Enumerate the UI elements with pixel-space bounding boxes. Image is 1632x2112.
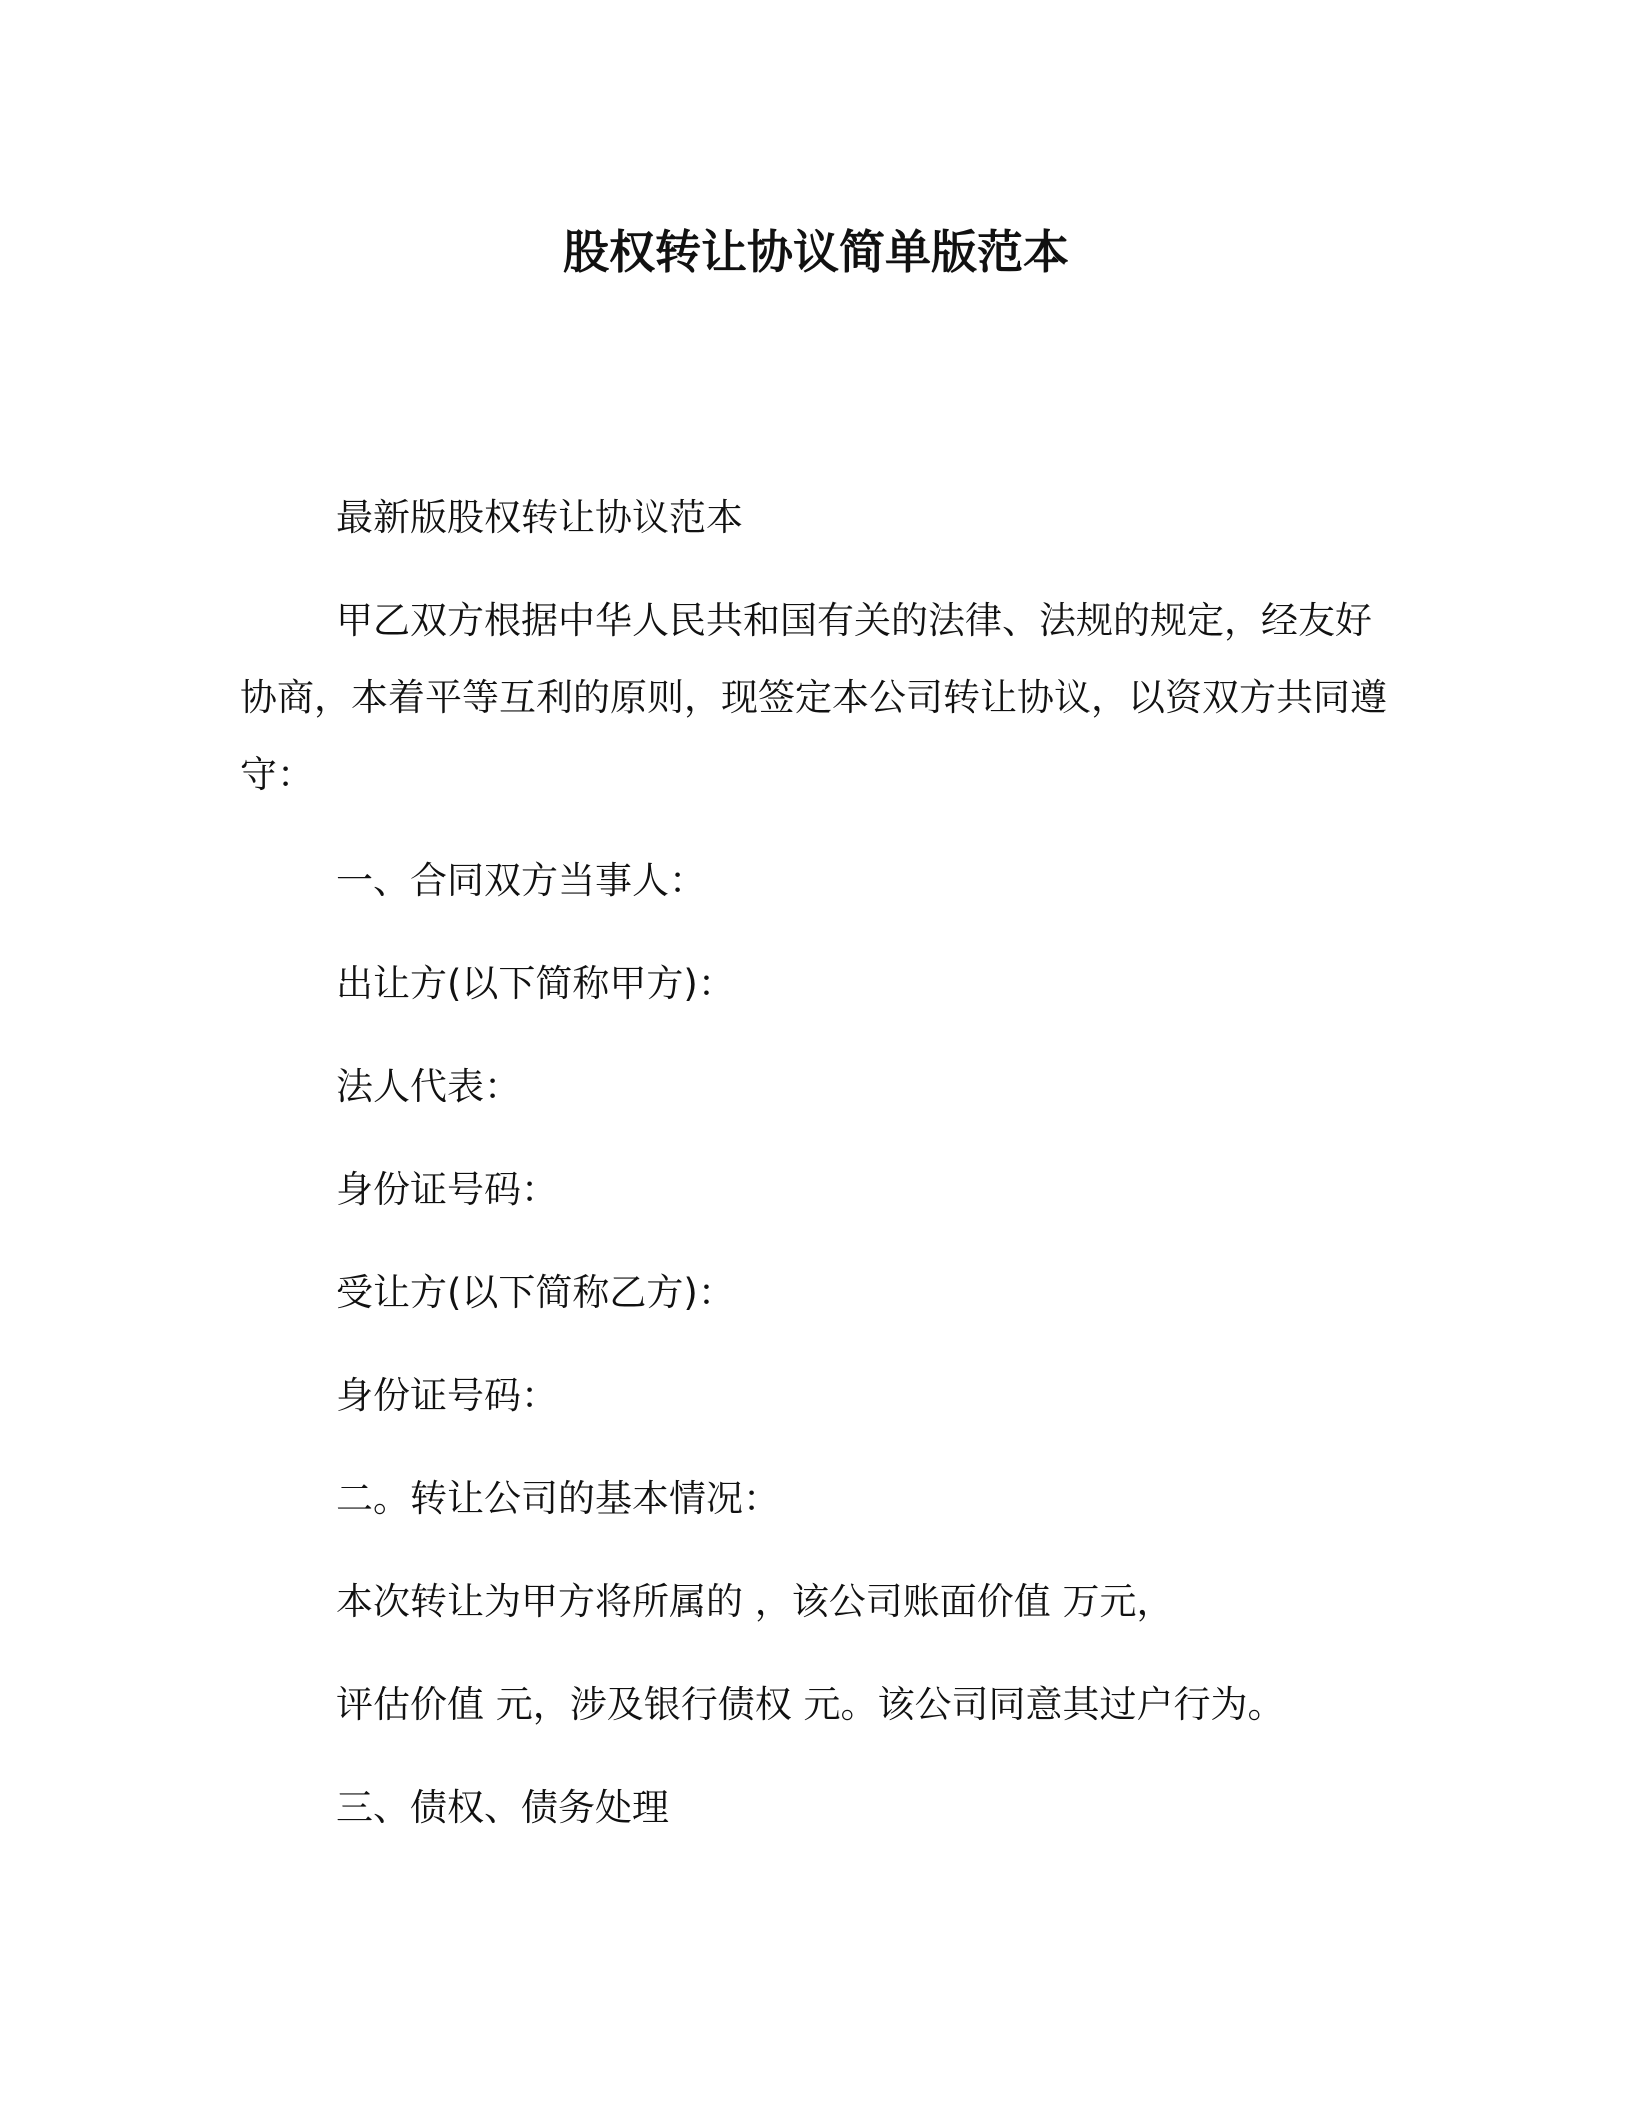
intro-paragraph: 甲乙双方根据中华人民共和国有关的法律、法规的规定，经友好协商，本着平等互利的原则，现签定本公司转让协议，以资双方共同遵守： [240, 599, 1387, 796]
id-number-label-transferor: 身份证号码： [336, 1168, 558, 1211]
section-2-heading: 二。转让公司的基本情况： [336, 1477, 780, 1520]
section-2-line-1: 本次转让为甲方将所属的 ，该公司账面价值 万元， [336, 1580, 1174, 1623]
legal-representative-label: 法人代表： [336, 1065, 521, 1108]
id-number-label-transferee: 身份证号码： [336, 1374, 558, 1417]
transferee-label: 受让方(以下简称乙方)： [336, 1271, 735, 1314]
section-1-heading: 一、合同双方当事人： [336, 859, 706, 902]
document-subtitle: 最新版股权转让协议范本 [336, 496, 743, 539]
section-3-heading: 三、债权、债务处理 [336, 1786, 669, 1829]
document-title: 股权转让协议简单版范本 [563, 225, 1069, 279]
transferor-label: 出让方(以下简称甲方)： [336, 962, 735, 1005]
section-2-line-2: 评估价值 元，涉及银行债权 元。该公司同意其过户行为。 [336, 1683, 1285, 1726]
